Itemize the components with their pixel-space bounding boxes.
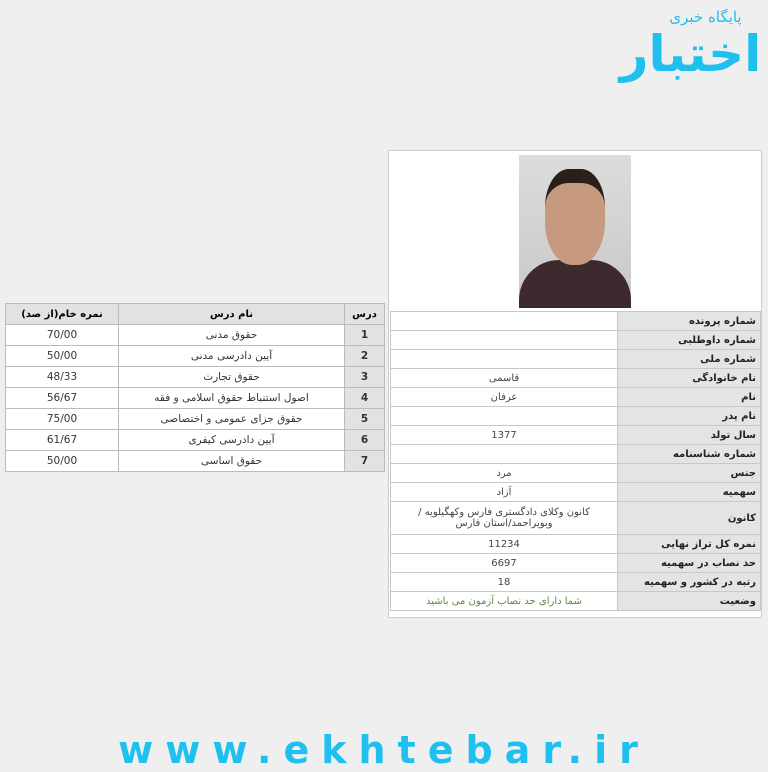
course-name: حقوق تجارت (119, 367, 345, 388)
candidate-photo (519, 155, 631, 308)
grade-row (6, 325, 385, 346)
info-label: شماره داوطلبی (618, 331, 761, 350)
course-number: 3 (345, 367, 385, 388)
logo-subtitle: پایگاه خبری (669, 8, 742, 26)
info-row (391, 554, 761, 573)
info-value: شما دارای حد نصاب آزمون می باشید (391, 592, 618, 611)
course-score: 56/67 (6, 388, 119, 409)
site-url: www.ekhtebar.ir (118, 728, 650, 772)
info-value: 18 (391, 573, 618, 592)
info-row (391, 502, 761, 535)
info-label: حد نصاب در سهمیه (618, 554, 761, 573)
course-name: حقوق مدنی (119, 325, 345, 346)
info-row (391, 464, 761, 483)
info-row (391, 369, 761, 388)
info-value: 11234 (391, 535, 618, 554)
info-value (391, 331, 618, 350)
info-row (391, 426, 761, 445)
course-score: 50/00 (6, 451, 119, 472)
course-number: 6 (345, 430, 385, 451)
header-name: نام درس (119, 304, 345, 325)
candidate-info-table (390, 311, 761, 611)
info-row (391, 445, 761, 464)
info-row (391, 350, 761, 369)
course-name: حقوق اساسی (119, 451, 345, 472)
course-name: آیین دادرسی مدنی (119, 346, 345, 367)
info-label: جنس (618, 464, 761, 483)
info-row (391, 388, 761, 407)
info-label: نام پدر (618, 407, 761, 426)
course-number: 4 (345, 388, 385, 409)
grades-table (5, 303, 385, 472)
info-value: کانون وکلای دادگستری فارس وکهگیلویه / وبویراحمد/استان فارس (391, 502, 618, 535)
info-row (391, 483, 761, 502)
grade-row (6, 367, 385, 388)
course-name: حقوق جزای عمومی و اختصاصی (119, 409, 345, 430)
info-row (391, 312, 761, 331)
info-value: قاسمی (391, 369, 618, 388)
info-row (391, 592, 761, 611)
info-value: 1377 (391, 426, 618, 445)
grade-row (6, 451, 385, 472)
info-value: عرفان (391, 388, 618, 407)
info-label: سال تولد (618, 426, 761, 445)
info-value (391, 407, 618, 426)
course-score: 50/00 (6, 346, 119, 367)
info-row (391, 331, 761, 350)
header-num: درس (345, 304, 385, 325)
info-label: نام خانوادگی (618, 369, 761, 388)
course-number: 7 (345, 451, 385, 472)
info-label: نمره کل تراز نهایی (618, 535, 761, 554)
info-label: رتبه در کشور و سهمیه (618, 573, 761, 592)
info-label: سهمیه (618, 483, 761, 502)
course-number: 5 (345, 409, 385, 430)
course-name: اصول استنباط حقوق اسلامی و فقه (119, 388, 345, 409)
course-score: 48/33 (6, 367, 119, 388)
info-value (391, 312, 618, 331)
info-value: 6697 (391, 554, 618, 573)
info-value: آزاد (391, 483, 618, 502)
info-value (391, 350, 618, 369)
info-value (391, 445, 618, 464)
site-logo (618, 8, 763, 98)
header-score: نمره خام(از صد) (6, 304, 119, 325)
info-row (391, 573, 761, 592)
grade-row (6, 430, 385, 451)
grade-row (6, 346, 385, 367)
info-label: وضعیت (618, 592, 761, 611)
grade-row (6, 409, 385, 430)
info-label: شماره پرونده (618, 312, 761, 331)
info-label: شماره ملی (618, 350, 761, 369)
grade-row (6, 388, 385, 409)
course-score: 61/67 (6, 430, 119, 451)
info-row (391, 535, 761, 554)
course-number: 1 (345, 325, 385, 346)
logo-title: اختبار (619, 25, 762, 83)
candidate-card (388, 150, 762, 618)
info-row (391, 407, 761, 426)
course-score: 75/00 (6, 409, 119, 430)
info-label: شماره شناسنامه (618, 445, 761, 464)
course-number: 2 (345, 346, 385, 367)
course-name: آیین دادرسی کیفری (119, 430, 345, 451)
info-label: کانون (618, 502, 761, 535)
course-score: 70/00 (6, 325, 119, 346)
info-value: مرد (391, 464, 618, 483)
info-label: نام (618, 388, 761, 407)
